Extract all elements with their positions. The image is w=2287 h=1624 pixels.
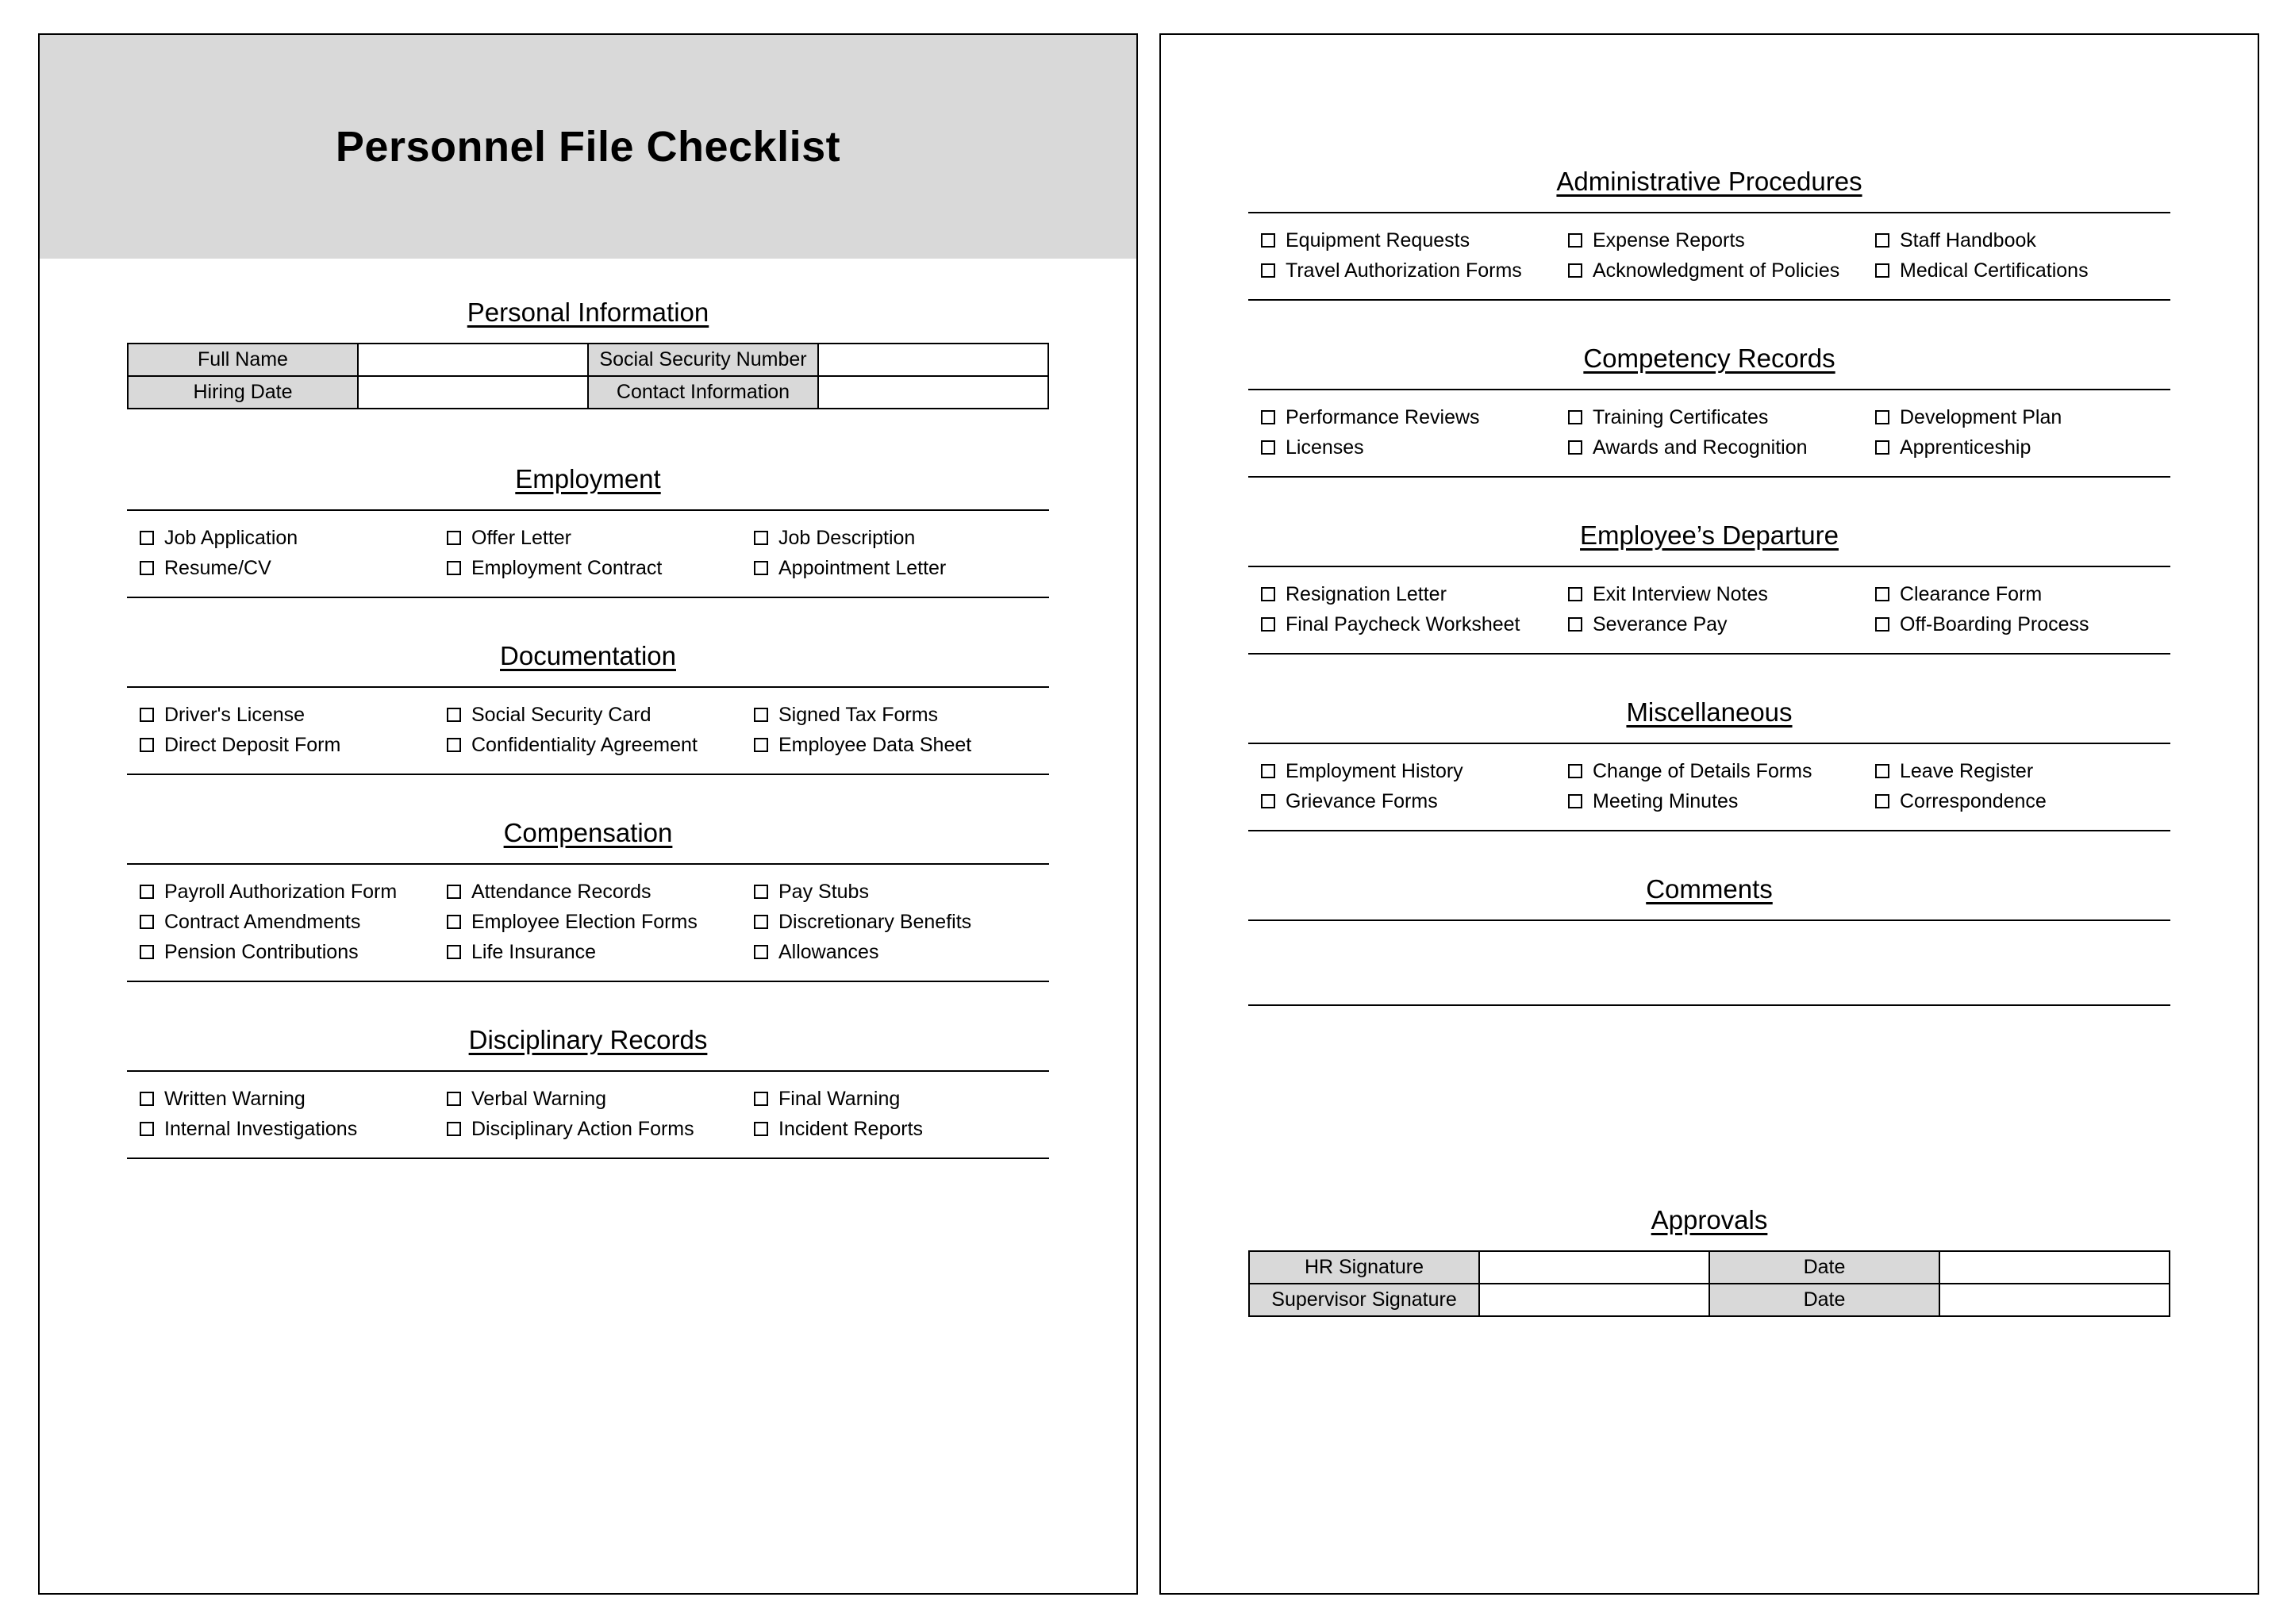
page-2: [1159, 33, 2259, 1595]
checklist-item[interactable]: [1862, 432, 2170, 463]
checklist-item[interactable]: [434, 877, 741, 907]
checklist-item[interactable]: [1862, 786, 2170, 816]
checklist-item[interactable]: [434, 907, 741, 937]
checklist-item[interactable]: [434, 523, 741, 553]
supervisor-signature-field[interactable]: [1479, 1284, 1709, 1316]
checklist-item[interactable]: [1555, 756, 1862, 786]
checkbox[interactable]: [1568, 617, 1582, 632]
administrative-procedures-section: [1248, 166, 2170, 301]
checklist-item[interactable]: [1862, 225, 2170, 255]
checklist-item-label: Change of Details Forms: [1593, 760, 1812, 782]
miscellaneous-section: [1248, 697, 2170, 831]
page-title: Personnel File Checklist: [335, 123, 841, 171]
checklist-item-label: Payroll Authorization Form: [164, 881, 398, 903]
page-1-content: [127, 297, 1049, 1159]
checklist-item-label: Allowances: [778, 941, 879, 963]
checklist-grid: [1248, 389, 2170, 478]
checklist-item[interactable]: [434, 1084, 741, 1114]
checklist-item-label: Job Application: [164, 527, 298, 549]
checkbox[interactable]: [1568, 794, 1582, 808]
checklist-item-label: Written Warning: [164, 1088, 306, 1110]
checkbox[interactable]: [447, 708, 461, 722]
checkbox[interactable]: [754, 738, 768, 752]
table-row: [128, 344, 1048, 376]
checklist-item[interactable]: [1555, 609, 1862, 639]
checklist-item-label: Leave Register: [1900, 760, 2034, 782]
checklist-item-label: Confidentiality Agreement: [471, 734, 698, 756]
checkbox[interactable]: [447, 738, 461, 752]
table-row: [128, 376, 1048, 409]
checklist-item[interactable]: [1248, 579, 1555, 609]
checkbox[interactable]: [1568, 587, 1582, 601]
date-label: Date: [1709, 1251, 1939, 1284]
approvals-section: [1248, 1204, 2170, 1317]
checklist-item[interactable]: [1248, 609, 1555, 639]
checkbox[interactable]: [1568, 233, 1582, 248]
checkbox[interactable]: [1568, 410, 1582, 424]
approvals-table: [1248, 1250, 2170, 1317]
hiring-date-label: Hiring Date: [128, 376, 358, 409]
checklist-grid: [1248, 743, 2170, 831]
checkbox[interactable]: [1261, 794, 1275, 808]
checklist-item-label: Apprenticeship: [1900, 436, 2031, 459]
checkbox[interactable]: [1568, 263, 1582, 278]
checklist-item-label: Appointment Letter: [778, 557, 947, 579]
date-label: Date: [1709, 1284, 1939, 1316]
checkbox[interactable]: [140, 531, 154, 545]
checklist-item[interactable]: [127, 523, 434, 553]
page-2-content: [1248, 166, 2170, 1317]
checklist-item[interactable]: [1862, 402, 2170, 432]
checklist-item-label: Equipment Requests: [1286, 229, 1470, 251]
checkbox[interactable]: [140, 738, 154, 752]
checkbox[interactable]: [447, 885, 461, 899]
checklist-item[interactable]: [741, 730, 1049, 760]
checklist-grid: [1248, 566, 2170, 655]
checklist-item[interactable]: [434, 553, 741, 583]
checklist-item-label: Incident Reports: [778, 1118, 924, 1140]
employee-departure-section: [1248, 520, 2170, 655]
checklist-item-label: Life Insurance: [471, 941, 597, 963]
checklist-item-label: Offer Letter: [471, 527, 571, 549]
checklist-item-label: Employment Contract: [471, 557, 663, 579]
checklist-item-label: Licenses: [1286, 436, 1364, 459]
checklist-item-label: Acknowledgment of Policies: [1593, 259, 1840, 282]
checklist-item-label: Resume/CV: [164, 557, 271, 579]
checklist-item-label: Job Description: [778, 527, 916, 549]
contact-information-label: Contact Information: [588, 376, 818, 409]
checkbox[interactable]: [447, 561, 461, 575]
checklist-item-label: Disciplinary Action Forms: [471, 1118, 694, 1140]
checklist-item[interactable]: [1555, 402, 1862, 432]
checkbox[interactable]: [140, 1092, 154, 1106]
compensation-section: [127, 817, 1049, 982]
checklist-item-label: Correspondence: [1900, 790, 2047, 812]
checklist-item[interactable]: [127, 553, 434, 583]
checklist-item-label: Final Warning: [778, 1088, 901, 1110]
checklist-item[interactable]: [1555, 225, 1862, 255]
checklist-item[interactable]: [127, 730, 434, 760]
checklist-item[interactable]: [127, 700, 434, 730]
checklist-item[interactable]: [434, 1114, 741, 1144]
table-row: [1249, 1251, 2170, 1284]
contact-information-field[interactable]: [818, 376, 1048, 409]
checklist-item-label: Development Plan: [1900, 406, 2062, 428]
checklist-item-label: Awards and Recognition: [1593, 436, 1808, 459]
checklist-item[interactable]: [741, 553, 1049, 583]
checkbox[interactable]: [1261, 764, 1275, 778]
checklist-item-label: Signed Tax Forms: [778, 704, 939, 726]
section-heading: Employee’s Departure: [1580, 520, 1839, 550]
checklist-item-label: Medical Certifications: [1900, 259, 2089, 282]
checkbox[interactable]: [1875, 233, 1889, 248]
title-banner: [40, 35, 1136, 259]
full-name-field[interactable]: [358, 344, 588, 376]
full-name-label: Full Name: [128, 344, 358, 376]
checklist-item-label: Employment History: [1286, 760, 1463, 782]
checklist-item-label: Employee Election Forms: [471, 911, 698, 933]
checklist-item[interactable]: [127, 1084, 434, 1114]
checklist-item[interactable]: [741, 1084, 1049, 1114]
comments-heading: Comments: [1646, 874, 1773, 904]
checklist-item[interactable]: [1862, 579, 2170, 609]
personal-information-section: [127, 297, 1049, 409]
hr-signature-field[interactable]: [1479, 1251, 1709, 1284]
checkbox[interactable]: [140, 561, 154, 575]
checklist-item-label: Travel Authorization Forms: [1286, 259, 1522, 282]
checklist-item-label: Final Paycheck Worksheet: [1286, 613, 1520, 635]
checklist-item[interactable]: [1248, 255, 1555, 286]
checkbox[interactable]: [754, 915, 768, 929]
checklist-item-label: Performance Reviews: [1286, 406, 1480, 428]
checklist-item-label: Discretionary Benefits: [778, 911, 972, 933]
checkbox[interactable]: [1875, 587, 1889, 601]
checkbox[interactable]: [140, 945, 154, 959]
checklist-item-label: Off-Boarding Process: [1900, 613, 2089, 635]
checklist-item[interactable]: [1248, 225, 1555, 255]
checklist-item-label: Exit Interview Notes: [1593, 583, 1768, 605]
hiring-date-field[interactable]: [358, 376, 588, 409]
checklist-item-label: Training Certificates: [1593, 406, 1769, 428]
disciplinary-records-section: [127, 1024, 1049, 1159]
personal-information-heading: Personal Information: [467, 298, 709, 327]
checkbox[interactable]: [1261, 440, 1275, 455]
checkbox[interactable]: [447, 915, 461, 929]
checklist-item[interactable]: [1862, 756, 2170, 786]
checkbox[interactable]: [447, 1122, 461, 1136]
comments-field[interactable]: [1248, 919, 2170, 1006]
checklist-grid: [127, 509, 1049, 598]
section-heading: Miscellaneous: [1626, 697, 1793, 727]
checklist-item-label: Severance Pay: [1593, 613, 1728, 635]
checkbox[interactable]: [1875, 764, 1889, 778]
checkbox[interactable]: [1261, 617, 1275, 632]
ssn-field[interactable]: [818, 344, 1048, 376]
section-heading: Competency Records: [1583, 344, 1835, 373]
checklist-item-label: Grievance Forms: [1286, 790, 1438, 812]
checkbox[interactable]: [1261, 233, 1275, 248]
checklist-grid: [127, 1070, 1049, 1159]
checkbox[interactable]: [447, 945, 461, 959]
checkbox[interactable]: [754, 561, 768, 575]
checkbox[interactable]: [1875, 410, 1889, 424]
checklist-item-label: Pension Contributions: [164, 941, 359, 963]
checklist-grid: [127, 863, 1049, 982]
checklist-item[interactable]: [434, 700, 741, 730]
checklist-item[interactable]: [434, 730, 741, 760]
table-row: [1249, 1284, 2170, 1316]
employment-section: [127, 463, 1049, 598]
checklist-item[interactable]: [127, 877, 434, 907]
checkbox[interactable]: [1875, 263, 1889, 278]
checkbox[interactable]: [140, 708, 154, 722]
checkbox[interactable]: [1875, 440, 1889, 455]
checklist-item[interactable]: [1248, 786, 1555, 816]
checklist-item[interactable]: [741, 700, 1049, 730]
checkbox[interactable]: [754, 1092, 768, 1106]
checklist-item[interactable]: [434, 937, 741, 967]
checkbox[interactable]: [1261, 263, 1275, 278]
comments-section: [1248, 873, 2170, 1006]
checkbox[interactable]: [447, 1092, 461, 1106]
checklist-item[interactable]: [1555, 432, 1862, 463]
checklist-item[interactable]: [127, 1114, 434, 1144]
checklist-grid: [1248, 212, 2170, 301]
checklist-item-label: Clearance Form: [1900, 583, 2043, 605]
checklist-item-label: Meeting Minutes: [1593, 790, 1739, 812]
competency-records-section: [1248, 343, 2170, 478]
checklist-item[interactable]: [741, 907, 1049, 937]
documentation-section: [127, 640, 1049, 775]
checklist-item-label: Resignation Letter: [1286, 583, 1447, 605]
checkbox[interactable]: [754, 945, 768, 959]
checklist-item-label: Attendance Records: [471, 881, 652, 903]
checklist-item-label: Pay Stubs: [778, 881, 869, 903]
approvals-heading: Approvals: [1651, 1205, 1768, 1234]
checklist-item[interactable]: [1862, 255, 2170, 286]
checklist-item[interactable]: [741, 937, 1049, 967]
checkbox[interactable]: [1568, 764, 1582, 778]
checklist-item[interactable]: [741, 877, 1049, 907]
section-heading: Disciplinary Records: [468, 1025, 708, 1054]
checklist-item-label: Social Security Card: [471, 704, 652, 726]
section-heading: Administrative Procedures: [1556, 167, 1862, 196]
checklist-item[interactable]: [1248, 402, 1555, 432]
checklist-item-label: Contract Amendments: [164, 911, 361, 933]
checkbox[interactable]: [1261, 587, 1275, 601]
checkbox[interactable]: [140, 1122, 154, 1136]
checkbox[interactable]: [754, 885, 768, 899]
checkbox[interactable]: [754, 1122, 768, 1136]
section-heading: Compensation: [503, 818, 673, 847]
checkbox[interactable]: [1261, 410, 1275, 424]
checklist-item[interactable]: [1555, 579, 1862, 609]
section-heading: Documentation: [500, 641, 676, 670]
section-heading: Employment: [515, 464, 661, 493]
checklist-item-label: Driver's License: [164, 704, 306, 726]
checklist-item-label: Direct Deposit Form: [164, 734, 341, 756]
checklist-item[interactable]: [1862, 609, 2170, 639]
checklist-item[interactable]: [1555, 255, 1862, 286]
page-1: [38, 33, 1138, 1595]
checklist-item[interactable]: [1248, 432, 1555, 463]
checkbox[interactable]: [754, 708, 768, 722]
checkbox[interactable]: [754, 531, 768, 545]
date-field[interactable]: [1939, 1251, 2170, 1284]
checklist-item-label: Verbal Warning: [471, 1088, 606, 1110]
checklist-item[interactable]: [1555, 786, 1862, 816]
checklist-item-label: Staff Handbook: [1900, 229, 2036, 251]
date-field[interactable]: [1939, 1284, 2170, 1316]
supervisor-signature-label: Supervisor Signature: [1249, 1284, 1479, 1316]
checklist-item-label: Expense Reports: [1593, 229, 1745, 251]
hr-signature-label: HR Signature: [1249, 1251, 1479, 1284]
checkbox[interactable]: [140, 915, 154, 929]
checkbox[interactable]: [1875, 794, 1889, 808]
checkbox[interactable]: [1568, 440, 1582, 455]
checkbox[interactable]: [140, 885, 154, 899]
checklist-item[interactable]: [741, 1114, 1049, 1144]
checklist-item[interactable]: [127, 937, 434, 967]
checklist-item[interactable]: [741, 523, 1049, 553]
ssn-label: Social Security Number: [588, 344, 818, 376]
checklist-grid: [127, 686, 1049, 775]
checklist-item[interactable]: [1248, 756, 1555, 786]
personal-information-table: [127, 343, 1049, 409]
checklist-item[interactable]: [127, 907, 434, 937]
checkbox[interactable]: [447, 531, 461, 545]
checklist-item-label: Employee Data Sheet: [778, 734, 972, 756]
checkbox[interactable]: [1875, 617, 1889, 632]
checklist-item-label: Internal Investigations: [164, 1118, 358, 1140]
